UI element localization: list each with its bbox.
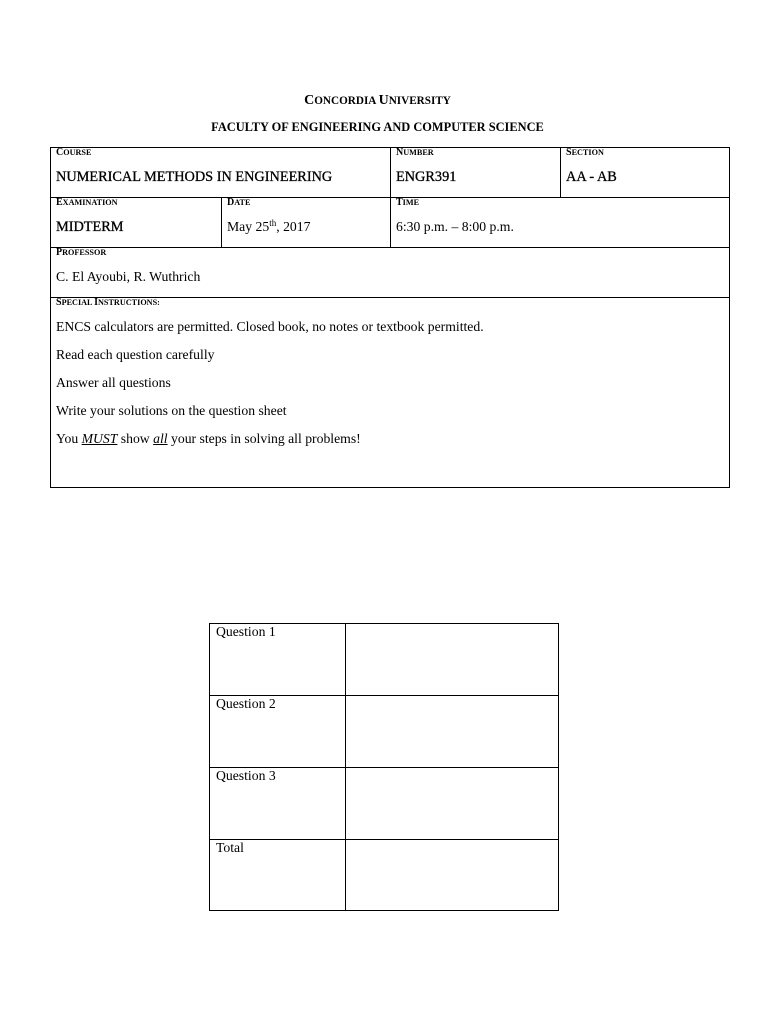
date-cell [221,197,391,248]
time-value: 6:30 p.m. – 8:00 p.m. [396,219,514,234]
section-cell [560,147,730,198]
small-cap-initial: D [227,197,235,208]
date-value [227,218,310,237]
number-value: ENGR391 [396,169,457,185]
date-superscript: th [269,218,277,228]
section-label: SECTION [566,147,604,158]
date-label: DATE [227,197,251,208]
small-cap-initial: U [378,93,389,108]
faculty-title: FACULTY OF ENGINEERING AND COMPUTER SCIENCE [211,120,544,134]
small-cap-initial: S [566,147,572,158]
emphasis-all: all [153,431,168,446]
grade-row-label-cell [209,623,346,696]
instruction-line-final [56,425,484,453]
small-cap-initial: P [56,247,63,258]
time-label: TIME [396,197,420,208]
final-line-end: your steps in solving all problems! [167,431,361,446]
special-instructions-cell [50,297,730,488]
examination-label: EXAMINATION [56,197,118,208]
grade-score-cell [345,767,559,840]
course-cell [50,147,391,198]
section-value: AA - AB [566,169,617,185]
special-instructions-label: SPECIAL INSTRUCTIONS: [56,297,160,308]
grade-score-cell [345,695,559,768]
instruction-line: Write your solutions on the question sheet [56,403,287,418]
grade-score-cell [345,623,559,696]
instructions-list [56,313,484,453]
instruction-line: Answer all questions [56,375,171,390]
professor-label: PROFESSOR [56,247,107,258]
number-cell [390,147,561,198]
course-label: COURSE [56,147,92,158]
grade-total-label: Total [216,840,244,855]
professor-value: C. El Ayoubi, R. Wuthrich [56,269,201,284]
grade-row-label: Question 3 [216,768,276,783]
small-cap-initial: I [94,297,98,308]
small-cap-initial: C [304,93,315,108]
grade-row-label-cell [209,695,346,768]
grade-row-label: Question 1 [216,624,276,639]
instruction-line: Read each question carefully [56,347,215,362]
examination-cell [50,197,222,248]
examination-value: MIDTERM [56,219,124,235]
small-cap-initial: T [396,197,403,208]
small-cap-initial: C [56,147,64,158]
grade-row-label-cell [209,839,346,911]
time-cell [390,197,730,248]
instruction-line: ENCS calculators are permitted. Closed book, no notes or textbook permitted. [56,319,484,334]
grade-total-cell [345,839,559,911]
grade-row-label-cell [209,767,346,840]
date-main: May 25 [227,219,270,234]
university-title: CONCORDIA UNIVERSITY [304,93,451,108]
small-cap-initial: S [56,297,62,308]
small-cap-initial: N [396,147,404,158]
small-cap-initial: E [56,197,63,208]
course-value: NUMERICAL METHODS IN ENGINEERING [56,169,333,185]
date-suffix: , 2017 [276,219,311,234]
number-label: NUMBER [396,147,434,158]
professor-cell [50,247,730,298]
emphasis-must: MUST [81,431,118,446]
grade-row-label: Question 2 [216,696,276,711]
final-line-start: You [56,431,82,446]
final-line-middle: show [117,431,154,446]
